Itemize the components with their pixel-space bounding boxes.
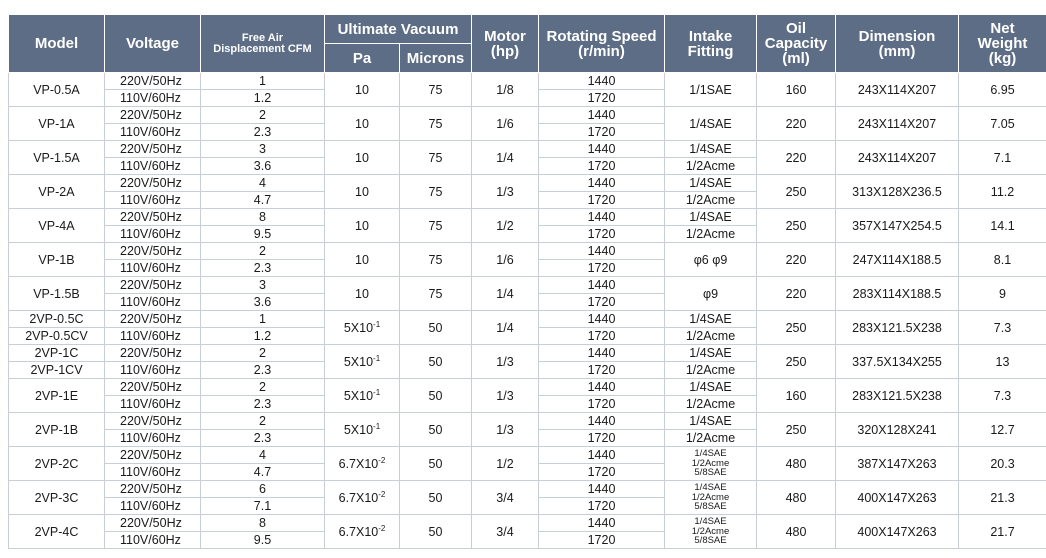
cfm-cell-alt: 2.3	[201, 124, 325, 141]
vacuum-pump-spec-table	[8, 14, 1046, 549]
speed-cell: 1440	[539, 345, 665, 362]
motor-cell: 1/6	[472, 243, 539, 277]
weight-cell: 6.95	[959, 73, 1046, 107]
pa-value: 10	[355, 116, 369, 131]
oil-cell: 250	[757, 413, 836, 447]
speed-cell: 1440	[539, 311, 665, 328]
pa-value: 10	[355, 252, 369, 267]
table-row	[9, 141, 1046, 158]
cfm-cell-alt: 1.2	[201, 328, 325, 345]
header-ultimate-vacuum: Ultimate Vacuum	[325, 15, 472, 44]
cfm-cell: 1	[201, 73, 325, 90]
motor-cell: 1/4	[472, 141, 539, 175]
motor-cell: 1/2	[472, 209, 539, 243]
pa-cell	[325, 311, 400, 345]
table-row	[9, 481, 1046, 498]
oil-cell: 160	[757, 73, 836, 107]
header-intake-fitting: Intake Fitting	[665, 15, 757, 73]
weight-cell: 13	[959, 345, 1046, 379]
pa-value: 10	[355, 184, 369, 199]
pa-exponent: -2	[378, 489, 386, 499]
model-cell: VP-1.5B	[9, 277, 105, 311]
pa-exponent: -1	[373, 353, 381, 363]
model-cell: 2VP-1E	[9, 379, 105, 413]
model-cell: VP-0.5A	[9, 73, 105, 107]
table-row	[9, 345, 1046, 362]
microns-cell: 75	[400, 107, 472, 141]
table-row	[9, 447, 1046, 464]
cfm-cell-alt: 2.3	[201, 362, 325, 379]
header-rotating-speed: Rotating Speed (r/min)	[539, 15, 665, 73]
cfm-cell-alt: 3.6	[201, 294, 325, 311]
table-header	[9, 15, 1046, 73]
intake-cell: 1/4SAE	[665, 141, 757, 158]
speed-cell-alt: 1720	[539, 396, 665, 413]
pa-cell	[325, 345, 400, 379]
pa-cell	[325, 447, 400, 481]
pa-exponent: -2	[378, 455, 386, 465]
microns-cell: 50	[400, 413, 472, 447]
voltage-cell: 220V/50Hz	[105, 107, 201, 124]
cfm-cell-alt: 9.5	[201, 532, 325, 549]
model-cell-alt: 2VP-1CV	[9, 362, 105, 379]
cfm-cell-alt: 4.7	[201, 464, 325, 481]
pa-value: 10	[355, 82, 369, 97]
pa-value: 5X10	[343, 389, 374, 404]
model-cell: 2VP-4C	[9, 515, 105, 549]
weight-cell: 11.2	[959, 175, 1046, 209]
pa-value: 10	[355, 150, 369, 165]
dimension-cell: 283X121.5X238	[836, 379, 959, 413]
table-row	[9, 73, 1046, 90]
pa-value: 6.7X10	[338, 525, 379, 540]
intake-cell: 1/4SAE	[665, 107, 757, 141]
motor-cell: 1/4	[472, 311, 539, 345]
speed-cell-alt: 1720	[539, 90, 665, 107]
intake-cell: 1/4SAE	[665, 209, 757, 226]
motor-cell: 1/3	[472, 379, 539, 413]
pa-exponent: -2	[378, 523, 386, 533]
speed-cell-alt: 1720	[539, 124, 665, 141]
oil-cell: 250	[757, 175, 836, 209]
model-cell: VP-1.5A	[9, 141, 105, 175]
weight-cell: 14.1	[959, 209, 1046, 243]
microns-cell: 75	[400, 209, 472, 243]
table-row	[9, 175, 1046, 192]
voltage-cell: 220V/50Hz	[105, 311, 201, 328]
speed-cell-alt: 1720	[539, 226, 665, 243]
table-row	[9, 379, 1046, 396]
voltage-cell: 220V/50Hz	[105, 481, 201, 498]
voltage-cell: 220V/50Hz	[105, 175, 201, 192]
intake-line: 1/4SAE	[694, 516, 727, 528]
voltage-cell-alt: 110V/60Hz	[105, 192, 201, 209]
intake-cell: 1/4SAE	[665, 175, 757, 192]
intake-cell: 1/4SAE	[665, 379, 757, 396]
voltage-cell-alt: 110V/60Hz	[105, 294, 201, 311]
motor-cell: 3/4	[472, 515, 539, 549]
header-voltage: Voltage	[105, 15, 201, 73]
pa-exponent: -1	[373, 319, 381, 329]
weight-cell: 7.3	[959, 311, 1046, 345]
cfm-cell-alt: 2.3	[201, 396, 325, 413]
voltage-cell-alt: 110V/60Hz	[105, 226, 201, 243]
motor-cell: 3/4	[472, 481, 539, 515]
weight-cell: 7.3	[959, 379, 1046, 413]
cfm-cell: 2	[201, 107, 325, 124]
oil-cell: 250	[757, 311, 836, 345]
speed-cell-alt: 1720	[539, 260, 665, 277]
cfm-cell: 2	[201, 345, 325, 362]
pa-value: 10	[355, 218, 369, 233]
intake-cell: 1/4SAE	[665, 413, 757, 430]
pa-value: 5X10	[343, 321, 374, 336]
intake-cell-alt: 1/2Acme	[665, 226, 757, 243]
speed-cell-alt: 1720	[539, 430, 665, 447]
cfm-cell: 8	[201, 515, 325, 532]
pa-cell	[325, 209, 400, 243]
table-row	[9, 277, 1046, 294]
header-model: Model	[9, 15, 105, 73]
oil-cell: 160	[757, 379, 836, 413]
voltage-cell-alt: 110V/60Hz	[105, 158, 201, 175]
speed-cell: 1440	[539, 413, 665, 430]
weight-cell: 7.1	[959, 141, 1046, 175]
intake-cell-alt: 1/2Acme	[665, 430, 757, 447]
model-cell: VP-2A	[9, 175, 105, 209]
voltage-cell-alt: 110V/60Hz	[105, 430, 201, 447]
speed-cell-alt: 1720	[539, 464, 665, 481]
microns-cell: 50	[400, 379, 472, 413]
motor-cell: 1/3	[472, 413, 539, 447]
pa-cell	[325, 515, 400, 549]
oil-cell: 250	[757, 209, 836, 243]
table-row	[9, 413, 1046, 430]
cfm-cell-alt: 3.6	[201, 158, 325, 175]
speed-cell: 1440	[539, 73, 665, 90]
microns-cell: 75	[400, 175, 472, 209]
pa-value: 5X10	[343, 423, 374, 438]
table-row	[9, 311, 1046, 328]
cfm-cell: 3	[201, 141, 325, 158]
microns-cell: 75	[400, 243, 472, 277]
voltage-cell: 220V/50Hz	[105, 379, 201, 396]
pa-cell	[325, 243, 400, 277]
voltage-cell-alt: 110V/60Hz	[105, 124, 201, 141]
intake-cell-alt: 1/2Acme	[665, 362, 757, 379]
intake-cell: φ6 φ9	[665, 243, 757, 277]
intake-cell-alt: 1/2Acme	[665, 328, 757, 345]
model-cell: VP-4A	[9, 209, 105, 243]
dimension-cell: 387X147X263	[836, 447, 959, 481]
voltage-cell: 220V/50Hz	[105, 141, 201, 158]
table-row	[9, 209, 1046, 226]
intake-cell-alt: 1/2Acme	[665, 158, 757, 175]
header-free-air: Free Air Displacement CFM	[201, 15, 325, 73]
cfm-cell-alt: 7.1	[201, 498, 325, 515]
dimension-cell: 243X114X207	[836, 141, 959, 175]
voltage-cell: 220V/50Hz	[105, 345, 201, 362]
weight-cell: 21.7	[959, 515, 1046, 549]
speed-cell-alt: 1720	[539, 294, 665, 311]
pa-exponent: -1	[373, 421, 381, 431]
speed-cell-alt: 1720	[539, 192, 665, 209]
cfm-cell: 2	[201, 413, 325, 430]
speed-cell-alt: 1720	[539, 158, 665, 175]
microns-cell: 50	[400, 515, 472, 549]
weight-cell: 9	[959, 277, 1046, 311]
intake-line: 1/4SAE	[694, 482, 727, 494]
table-row	[9, 243, 1046, 260]
pa-value: 6.7X10	[338, 457, 379, 472]
voltage-cell: 220V/50Hz	[105, 515, 201, 532]
intake-cell-alt: 1/2Acme	[665, 192, 757, 209]
weight-cell: 12.7	[959, 413, 1046, 447]
speed-cell-alt: 1720	[539, 498, 665, 515]
header-dimension: Dimension (mm)	[836, 15, 959, 73]
weight-cell: 21.3	[959, 481, 1046, 515]
model-cell: VP-1B	[9, 243, 105, 277]
cfm-cell: 2	[201, 379, 325, 396]
microns-cell: 50	[400, 345, 472, 379]
header-net-weight: Net Weight (kg)	[959, 15, 1046, 73]
speed-cell: 1440	[539, 107, 665, 124]
microns-cell: 75	[400, 73, 472, 107]
speed-cell: 1440	[539, 379, 665, 396]
cfm-cell: 6	[201, 481, 325, 498]
speed-cell: 1440	[539, 277, 665, 294]
cfm-cell: 3	[201, 277, 325, 294]
oil-cell: 250	[757, 345, 836, 379]
motor-cell: 1/3	[472, 175, 539, 209]
voltage-cell: 220V/50Hz	[105, 209, 201, 226]
voltage-cell-alt: 110V/60Hz	[105, 396, 201, 413]
table-row	[9, 107, 1046, 124]
speed-cell-alt: 1720	[539, 362, 665, 379]
voltage-cell: 220V/50Hz	[105, 413, 201, 430]
cfm-cell: 4	[201, 175, 325, 192]
oil-cell: 220	[757, 277, 836, 311]
speed-cell: 1440	[539, 209, 665, 226]
oil-cell: 220	[757, 243, 836, 277]
model-cell: 2VP-2C	[9, 447, 105, 481]
voltage-cell-alt: 110V/60Hz	[105, 464, 201, 481]
microns-cell: 75	[400, 141, 472, 175]
intake-cell	[665, 481, 757, 515]
dimension-cell: 247X114X188.5	[836, 243, 959, 277]
speed-cell: 1440	[539, 447, 665, 464]
model-cell: 2VP-1B	[9, 413, 105, 447]
pa-value: 10	[355, 286, 369, 301]
pa-cell	[325, 481, 400, 515]
cfm-cell-alt: 9.5	[201, 226, 325, 243]
weight-cell: 8.1	[959, 243, 1046, 277]
pa-cell	[325, 175, 400, 209]
intake-line: 5/8SAE	[694, 535, 727, 547]
oil-cell: 220	[757, 107, 836, 141]
model-cell: 2VP-3C	[9, 481, 105, 515]
cfm-cell: 1	[201, 311, 325, 328]
voltage-cell-alt: 110V/60Hz	[105, 260, 201, 277]
voltage-cell: 220V/50Hz	[105, 277, 201, 294]
cfm-cell-alt: 1.2	[201, 90, 325, 107]
voltage-cell-alt: 110V/60Hz	[105, 328, 201, 345]
pa-value: 5X10	[343, 355, 374, 370]
cfm-cell-alt: 2.3	[201, 430, 325, 447]
voltage-cell-alt: 110V/60Hz	[105, 362, 201, 379]
speed-cell: 1440	[539, 515, 665, 532]
oil-cell: 480	[757, 515, 836, 549]
cfm-cell: 8	[201, 209, 325, 226]
intake-line: 1/2Acme	[691, 491, 730, 503]
model-cell: VP-1A	[9, 107, 105, 141]
model-cell: 2VP-1C	[9, 345, 105, 362]
table-row	[9, 515, 1046, 532]
voltage-cell: 220V/50Hz	[105, 73, 201, 90]
speed-cell: 1440	[539, 243, 665, 260]
intake-line: 5/8SAE	[694, 467, 727, 479]
intake-cell: 1/1SAE	[665, 73, 757, 107]
dimension-cell: 400X147X263	[836, 515, 959, 549]
dimension-cell: 337.5X134X255	[836, 345, 959, 379]
pa-cell	[325, 379, 400, 413]
voltage-cell-alt: 110V/60Hz	[105, 90, 201, 107]
pa-cell	[325, 141, 400, 175]
dimension-cell: 320X128X241	[836, 413, 959, 447]
microns-cell: 50	[400, 447, 472, 481]
intake-line: 5/8SAE	[694, 501, 727, 513]
oil-cell: 220	[757, 141, 836, 175]
motor-cell: 1/4	[472, 277, 539, 311]
pa-value: 6.7X10	[338, 491, 379, 506]
intake-cell-alt: 1/2Acme	[665, 396, 757, 413]
header-pa: Pa	[325, 44, 400, 73]
dimension-cell: 283X114X188.5	[836, 277, 959, 311]
oil-cell: 480	[757, 481, 836, 515]
pa-cell	[325, 413, 400, 447]
dimension-cell: 313X128X236.5	[836, 175, 959, 209]
header-motor: Motor (hp)	[472, 15, 539, 73]
pa-cell	[325, 277, 400, 311]
voltage-cell-alt: 110V/60Hz	[105, 532, 201, 549]
model-cell-alt: 2VP-0.5CV	[9, 328, 105, 345]
speed-cell: 1440	[539, 175, 665, 192]
motor-cell: 1/8	[472, 73, 539, 107]
weight-cell: 20.3	[959, 447, 1046, 481]
motor-cell: 1/2	[472, 447, 539, 481]
spec-table-container	[8, 14, 1046, 549]
pa-cell	[325, 73, 400, 107]
voltage-cell-alt: 110V/60Hz	[105, 498, 201, 515]
intake-cell	[665, 515, 757, 549]
microns-cell: 50	[400, 481, 472, 515]
intake-cell: φ9	[665, 277, 757, 311]
header-microns: Microns	[400, 44, 472, 73]
speed-cell: 1440	[539, 481, 665, 498]
speed-cell-alt: 1720	[539, 532, 665, 549]
oil-cell: 480	[757, 447, 836, 481]
voltage-cell: 220V/50Hz	[105, 243, 201, 260]
intake-line: 1/2Acme	[691, 525, 730, 537]
intake-line: 1/2Acme	[691, 457, 730, 469]
dimension-cell: 243X114X207	[836, 73, 959, 107]
weight-cell: 7.05	[959, 107, 1046, 141]
cfm-cell: 2	[201, 243, 325, 260]
table-body	[9, 73, 1046, 549]
intake-cell	[665, 447, 757, 481]
microns-cell: 50	[400, 311, 472, 345]
cfm-cell-alt: 4.7	[201, 192, 325, 209]
dimension-cell: 283X121.5X238	[836, 311, 959, 345]
pa-cell	[325, 107, 400, 141]
header-oil-capacity: Oil Capacity (ml)	[757, 15, 836, 73]
dimension-cell: 400X147X263	[836, 481, 959, 515]
microns-cell: 75	[400, 277, 472, 311]
intake-line: 1/4SAE	[694, 448, 727, 460]
speed-cell: 1440	[539, 141, 665, 158]
intake-cell: 1/4SAE	[665, 345, 757, 362]
cfm-cell-alt: 2.3	[201, 260, 325, 277]
cfm-cell: 4	[201, 447, 325, 464]
model-cell: 2VP-0.5C	[9, 311, 105, 328]
dimension-cell: 357X147X254.5	[836, 209, 959, 243]
motor-cell: 1/6	[472, 107, 539, 141]
intake-cell: 1/4SAE	[665, 311, 757, 328]
dimension-cell: 243X114X207	[836, 107, 959, 141]
motor-cell: 1/3	[472, 345, 539, 379]
pa-exponent: -1	[373, 387, 381, 397]
speed-cell-alt: 1720	[539, 328, 665, 345]
voltage-cell: 220V/50Hz	[105, 447, 201, 464]
